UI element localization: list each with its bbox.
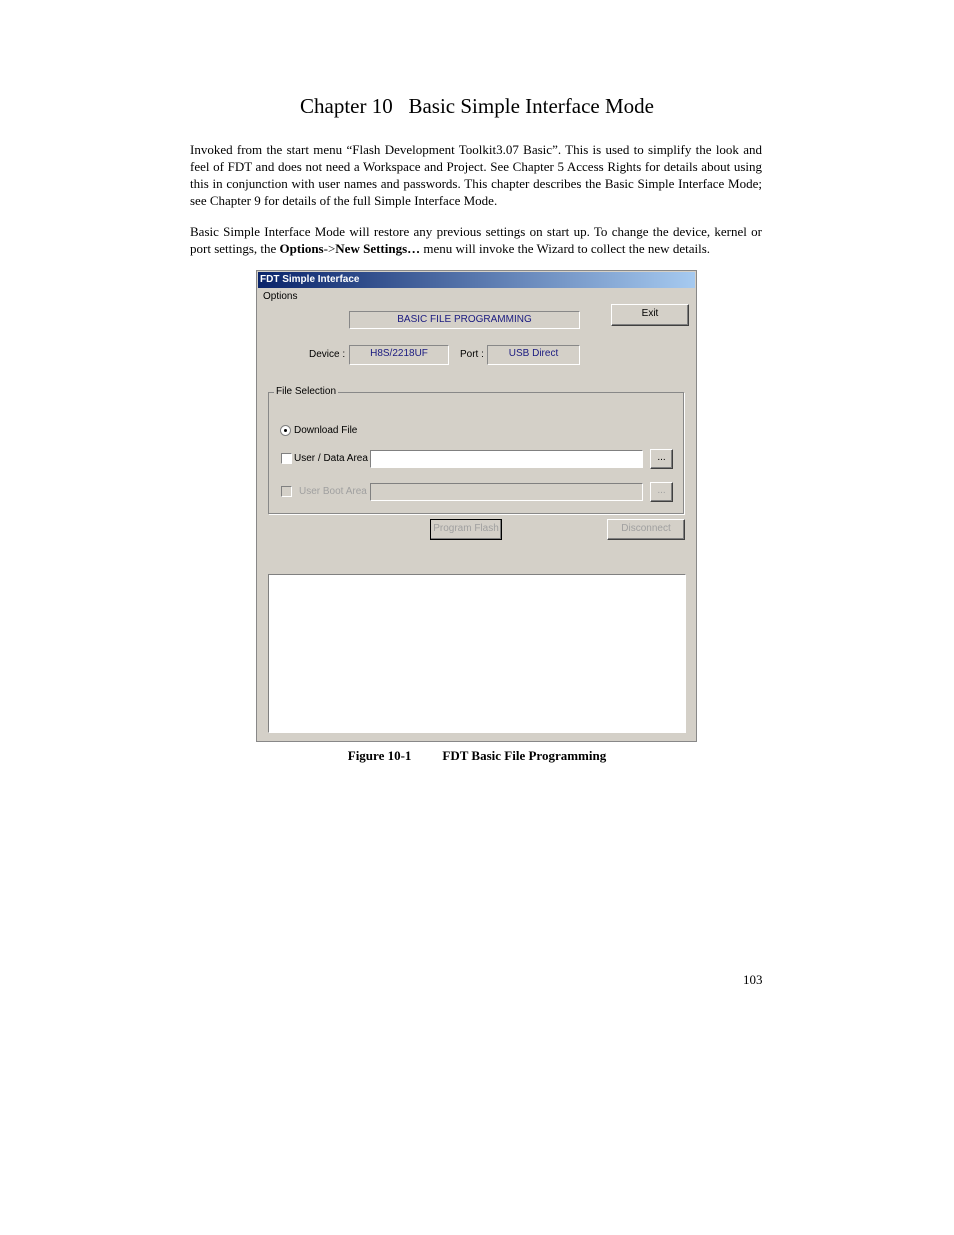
download-file-radio[interactable] xyxy=(280,425,291,436)
chapter-title: Chapter 10 Basic Simple Interface Mode xyxy=(300,94,654,118)
exit-button[interactable]: Exit xyxy=(611,304,689,326)
figure-number: Figure 10-1 xyxy=(347,748,412,763)
menu-options[interactable]: Options xyxy=(263,291,298,302)
user-data-area-checkbox[interactable] xyxy=(281,453,292,464)
paragraph-intro: Invoked from the start menu “Flash Development Toolkit3.07 Basic”. This is used to simplify the look and feel of FDT and does not need a Workspace and Project. See Chapter 5 Access Rights for details about using this in conjunction with user names and passwords. This chapter describes the Basic Simple Interface Mode; see Chapter 9 for details of the full Simple Interface Mode. xyxy=(190,142,762,208)
port-value: USB Direct xyxy=(487,345,580,365)
text: Basic Simple Interface Mode will restore any previous settings on start up. To change the device, kernel or port settings, the xyxy=(190,224,762,256)
user-data-browse-button[interactable]: ... xyxy=(650,449,673,469)
bold-new-settings: New Settings… xyxy=(335,241,421,256)
page-number: 103 xyxy=(743,972,763,987)
mode-display: BASIC FILE PROGRAMMING xyxy=(349,311,580,329)
program-flash-button[interactable]: Program Flash xyxy=(430,519,502,540)
user-data-area-input[interactable] xyxy=(370,450,643,468)
user-boot-browse-button[interactable]: ... xyxy=(650,482,673,502)
figure-caption xyxy=(0,748,954,764)
bold-options: Options xyxy=(279,241,324,256)
user-data-area-label: User / Data Area xyxy=(294,453,368,464)
download-file-label: Download File xyxy=(294,425,358,436)
user-boot-area-checkbox[interactable] xyxy=(281,486,292,497)
device-label: Device : xyxy=(309,349,346,360)
window-titlebar: FDT Simple Interface xyxy=(258,272,695,288)
disconnect-button[interactable]: Disconnect xyxy=(607,519,685,540)
fdt-simple-interface-window xyxy=(256,270,697,742)
arrow: -> xyxy=(323,241,336,256)
text: menu will invoke the Wizard to collect the new details. xyxy=(420,241,711,256)
port-label: Port : xyxy=(460,349,484,360)
output-log xyxy=(268,574,686,733)
figure-title: FDT Basic File Programming xyxy=(442,748,607,763)
device-value: H8S/2218UF xyxy=(349,345,449,365)
user-boot-area-input[interactable] xyxy=(370,483,643,501)
user-boot-area-label: User Boot Area xyxy=(299,486,367,497)
file-selection-label: File Selection xyxy=(276,386,337,397)
paragraph-settings xyxy=(190,223,762,257)
